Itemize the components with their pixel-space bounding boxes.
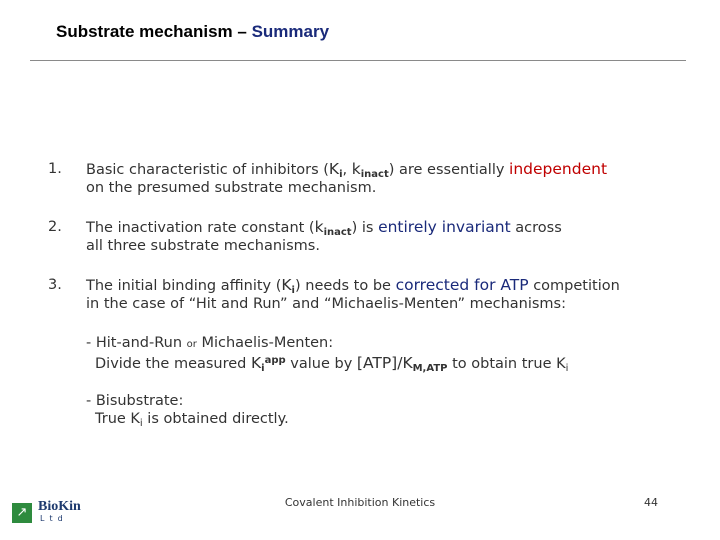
- item-number: 3.: [48, 277, 62, 293]
- item-number: 1.: [48, 161, 62, 177]
- item-text: [86, 218, 701, 255]
- ki-symbol: $K_i$: [281, 276, 295, 296]
- title-main: Substrate mechanism –: [56, 22, 252, 41]
- item-text-line2: on the presumed substrate mechanism.: [86, 180, 377, 196]
- item-text-part: across: [510, 220, 562, 236]
- ki-symbol: $K_i$: [328, 160, 343, 180]
- subpoint-instruction: Divide the measured $K_i^{app}$ value by $[ATP]/K_{M,ATP}$ to obtain true $K_i$: [95, 354, 569, 374]
- title-divider: [30, 60, 686, 61]
- page-number: 44: [644, 496, 658, 509]
- subpoint-label: Michaelis-Menten:: [196, 335, 334, 351]
- biokin-logo: [12, 499, 92, 525]
- ki-app-symbol: $K_i^{app}$: [251, 354, 286, 374]
- highlight-invariant: entirely invariant: [378, 218, 511, 236]
- atp-ratio: $[ATP]/K_{M,ATP}$: [356, 354, 448, 374]
- item-text-part: Basic characteristic of inhibitors (: [86, 162, 329, 178]
- subpoint-bisubstrate: [86, 392, 706, 428]
- item-text-part: ) is: [351, 220, 379, 236]
- subpoint-label: - Bisubstrate:: [86, 393, 184, 409]
- slide-title: [56, 22, 329, 42]
- item-text-part: ) needs to be: [294, 278, 396, 294]
- footer-title: Covalent Inhibition Kinetics: [284, 496, 436, 509]
- logo-text: BioKin: [38, 499, 81, 514]
- subpoint-instruction: True $K_i$ is obtained directly.: [95, 411, 289, 429]
- item-text: [86, 160, 701, 197]
- highlight-atp: corrected for ATP: [395, 276, 529, 294]
- item-number: 2.: [48, 219, 62, 235]
- subpoint-label: - Hit-and-Run: [86, 335, 187, 351]
- item-text-line2: in the case of “Hit and Run” and “Michaelis-Menten” mechanisms:: [86, 296, 567, 312]
- logo-subtext: Ltd: [40, 514, 68, 523]
- item-text-part: The initial binding affinity (: [86, 278, 282, 294]
- subpoint-or: or: [186, 339, 197, 350]
- highlight-independent: independent: [509, 160, 608, 178]
- item-text-part: ) are essentially: [388, 162, 510, 178]
- item-text-part: The inactivation rate constant (: [86, 220, 315, 236]
- title-accent: Summary: [251, 22, 330, 41]
- kinact-symbol: $k_{inact}$: [314, 218, 352, 238]
- subpoint-hit-and-run: [86, 334, 706, 373]
- item-text-line2: all three substrate mechanisms.: [86, 238, 320, 254]
- item-text-part: competition: [528, 278, 620, 294]
- kinact-symbol: $k_{inact}$: [351, 160, 389, 180]
- logo-mark-icon: ↗: [12, 503, 32, 523]
- item-text-part: ,: [342, 162, 352, 178]
- item-text: [86, 276, 701, 313]
